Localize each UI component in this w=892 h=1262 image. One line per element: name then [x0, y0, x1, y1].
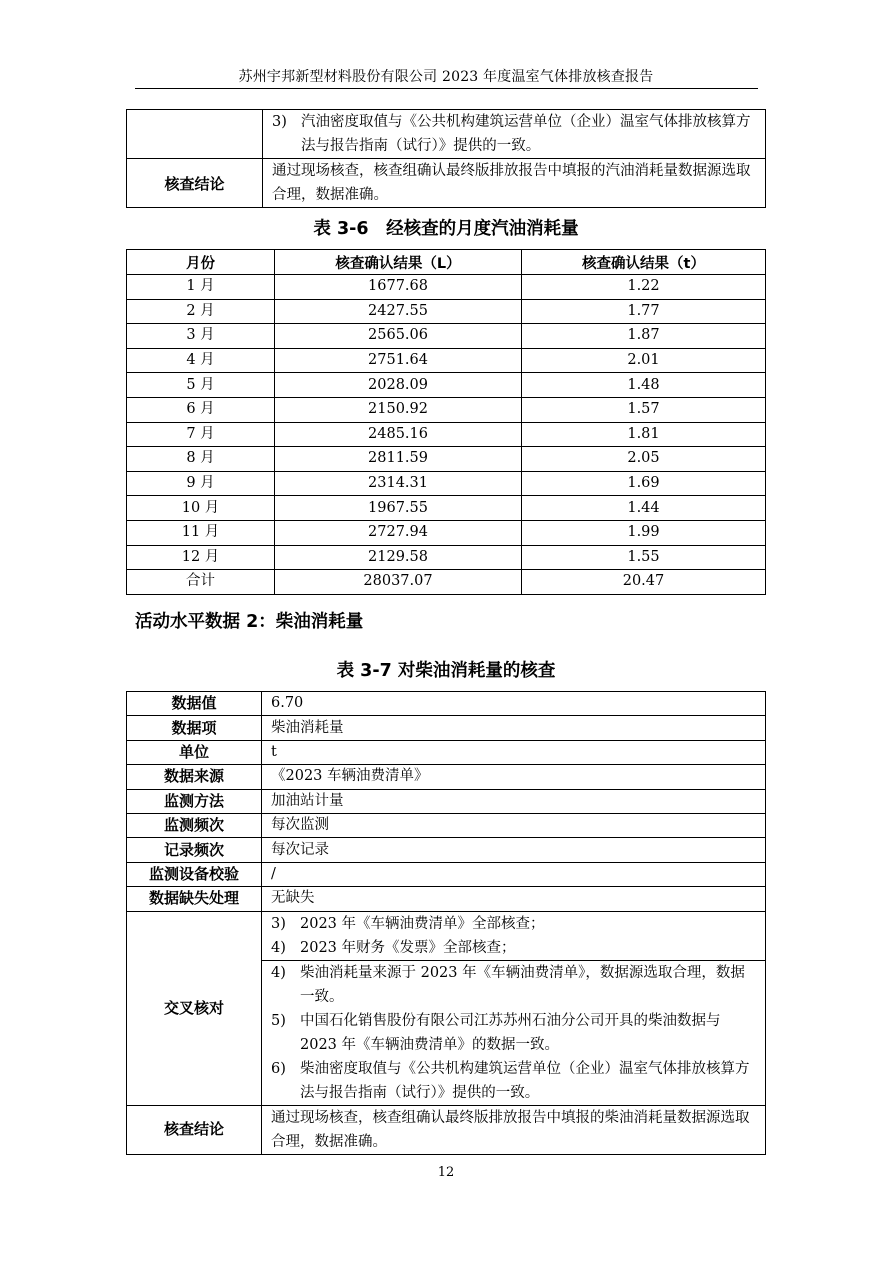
cell-liters: 2427.55 [275, 299, 522, 324]
table-row [127, 447, 766, 472]
list-item [271, 1057, 757, 1105]
empty-label-cell [127, 110, 263, 159]
cell-liters: 2314.31 [275, 471, 522, 496]
table-row [127, 740, 766, 764]
conclusion-label: 核查结论 [127, 159, 263, 208]
table-row [127, 373, 766, 398]
row-value: 柴油消耗量 [262, 716, 766, 740]
item-number: 6) [271, 1060, 286, 1077]
item-text: 2023 年财务《发票》全部核查； [300, 939, 516, 956]
cell-month: 12 月 [127, 545, 275, 570]
cell-liters: 2150.92 [275, 397, 522, 422]
table-row [127, 471, 766, 496]
cell-liters: 2565.06 [275, 324, 522, 349]
table-row [127, 692, 766, 716]
page-number: 12 [437, 1165, 455, 1180]
cell-tonnes: 1.87 [522, 324, 766, 349]
cell-month: 7 月 [127, 422, 275, 447]
cell-liters: 2485.16 [275, 422, 522, 447]
cross-check-cell [263, 110, 766, 159]
row-label: 监测方法 [127, 789, 262, 813]
cross-check-cell [262, 911, 766, 1105]
row-value: / [262, 862, 766, 886]
conclusion-cell [263, 159, 766, 208]
table-row [127, 911, 766, 1105]
cell-month: 1 月 [127, 275, 275, 300]
row-value: 《2023 车辆油费清单》 [262, 765, 766, 789]
table-row [127, 275, 766, 300]
cell-month: 11 月 [127, 520, 275, 545]
cell-liters: 2129.58 [275, 545, 522, 570]
cross-check-label: 交叉核对 [127, 911, 262, 1105]
row-value: 每次监测 [262, 813, 766, 837]
table-row [127, 324, 766, 349]
row-label: 单位 [127, 740, 262, 764]
cell-month: 5 月 [127, 373, 275, 398]
table-row [127, 422, 766, 447]
cell-tonnes: 1.99 [522, 520, 766, 545]
cell-divider [262, 960, 765, 1105]
item-text: 2023 年《车辆油费清单》全部核查； [300, 915, 545, 932]
item-number: 5) [271, 1012, 286, 1029]
table-3-7-title: 表 3-7 对柴油消耗量的核查 [336, 661, 556, 681]
cell-tonnes: 1.44 [522, 496, 766, 521]
list-item [271, 936, 757, 960]
row-value: 加油站计量 [262, 789, 766, 813]
table-row [127, 545, 766, 570]
table-row [127, 299, 766, 324]
cell-month: 4 月 [127, 348, 275, 373]
cell-month: 9 月 [127, 471, 275, 496]
item-number: 3) [272, 114, 287, 130]
item-number: 4) [271, 939, 286, 956]
item-text: 中国石化销售股份有限公司江苏苏州石油分公司开具的柴油数据与 2023 年《车辆油费清单》的数据一致。 [300, 1012, 721, 1053]
cell-liters: 1677.68 [275, 275, 522, 300]
table-row [127, 813, 766, 837]
cell-liters: 2811.59 [275, 447, 522, 472]
cell-tonnes: 1.81 [522, 422, 766, 447]
monthly-gasoline-table [126, 249, 766, 595]
table-total-row [127, 570, 766, 595]
item-text: 柴油密度取值与《公共机构建筑运营单位（企业）温室气体排放核算方法与报告指南（试行）》提供的一致。 [300, 1060, 750, 1101]
gasoline-check-table-continuation [126, 109, 766, 208]
cell-total-label: 合计 [127, 570, 275, 595]
table-row [127, 159, 766, 208]
cell-month: 3 月 [127, 324, 275, 349]
cell-liters: 1967.55 [275, 496, 522, 521]
table-row [127, 765, 766, 789]
list-item [263, 110, 765, 158]
diesel-check-table [126, 691, 766, 1155]
cell-month: 6 月 [127, 397, 275, 422]
conclusion-text: 通过现场核查，核查组确认最终版排放报告中填报的汽油消耗量数据源选取合理，数据准确。 [272, 163, 751, 203]
table-row [127, 1105, 766, 1154]
cell-total-liters: 28037.07 [275, 570, 522, 595]
table-row [127, 110, 766, 159]
table-row [127, 397, 766, 422]
row-value: 6.70 [262, 692, 766, 716]
table-row [127, 348, 766, 373]
row-label: 数据来源 [127, 765, 262, 789]
row-value: 无缺失 [262, 887, 766, 911]
table-3-6-title: 表 3-6 经核查的月度汽油消耗量 [313, 219, 579, 239]
cell-month: 2 月 [127, 299, 275, 324]
cell-tonnes: 2.05 [522, 447, 766, 472]
row-label: 记录频次 [127, 838, 262, 862]
header-rule [135, 88, 758, 89]
row-value: t [262, 740, 766, 764]
cell-liters: 2727.94 [275, 520, 522, 545]
section-heading: 活动水平数据 2：柴油消耗量 [135, 612, 364, 632]
item-number: 4) [271, 964, 286, 981]
conclusion-text: 通过现场核查，核查组确认最终版排放报告中填报的柴油消耗量数据源选取合理，数据准确。 [262, 1105, 766, 1154]
row-label: 数据缺失处理 [127, 887, 262, 911]
row-label: 数据项 [127, 716, 262, 740]
cell-tonnes: 1.55 [522, 545, 766, 570]
cell-liters: 2028.09 [275, 373, 522, 398]
cell-tonnes: 1.69 [522, 471, 766, 496]
item-text: 柴油消耗量来源于 2023 年《车辆油费清单》，数据源选取合理，数据一致。 [300, 964, 745, 1005]
column-header-tonnes: 核查确认结果（t） [522, 250, 766, 275]
table-row [127, 716, 766, 740]
row-label: 监测频次 [127, 813, 262, 837]
table-header-row [127, 250, 766, 275]
cell-month: 10 月 [127, 496, 275, 521]
row-label: 数据值 [127, 692, 262, 716]
list-item [271, 961, 757, 1009]
table-row [127, 838, 766, 862]
cell-tonnes: 1.77 [522, 299, 766, 324]
cell-total-tonnes: 20.47 [522, 570, 766, 595]
item-text: 汽油密度取值与《公共机构建筑运营单位（企业）温室气体排放核算方法与报告指南（试行）》提供的一致。 [301, 114, 751, 154]
table-row [127, 862, 766, 886]
cell-tonnes: 2.01 [522, 348, 766, 373]
cell-tonnes: 1.57 [522, 397, 766, 422]
row-label: 监测设备校验 [127, 862, 262, 886]
table-row [127, 496, 766, 521]
column-header-month: 月份 [127, 250, 275, 275]
table-row [127, 520, 766, 545]
list-item [271, 912, 757, 936]
column-header-liters: 核查确认结果（L） [275, 250, 522, 275]
row-value: 每次记录 [262, 838, 766, 862]
table-row [127, 887, 766, 911]
cell-liters: 2751.64 [275, 348, 522, 373]
table-row [127, 789, 766, 813]
item-number: 3) [271, 915, 286, 932]
cell-tonnes: 1.48 [522, 373, 766, 398]
conclusion-label: 核查结论 [127, 1105, 262, 1154]
cell-tonnes: 1.22 [522, 275, 766, 300]
page-header: 苏州宇邦新型材料股份有限公司 2023 年度温室气体排放核查报告 [238, 69, 654, 85]
cell-month: 8 月 [127, 447, 275, 472]
list-item [271, 1009, 757, 1057]
